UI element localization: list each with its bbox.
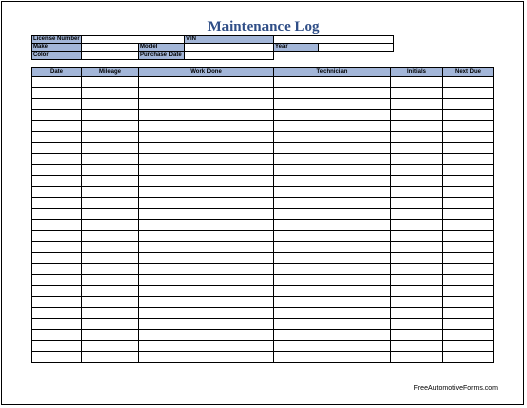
table-row (32, 209, 494, 220)
cell-next-due[interactable] (443, 352, 494, 363)
cell-technician[interactable] (274, 88, 391, 99)
cell-date[interactable] (32, 110, 82, 121)
spacer (274, 52, 394, 60)
cell-date[interactable] (32, 308, 82, 319)
cell-mileage[interactable] (82, 330, 139, 341)
cell-mileage[interactable] (82, 209, 139, 220)
table-row (32, 110, 494, 121)
cell-date[interactable] (32, 88, 82, 99)
cell-technician[interactable] (274, 330, 391, 341)
cell-initials[interactable] (391, 209, 443, 220)
license-number-field[interactable] (82, 36, 185, 44)
cell-work-done[interactable] (139, 341, 274, 352)
cell-date[interactable] (32, 253, 82, 264)
log-body (32, 77, 494, 363)
cell-date[interactable] (32, 242, 82, 253)
cell-initials[interactable] (391, 297, 443, 308)
cell-initials[interactable] (391, 319, 443, 330)
cell-technician[interactable] (274, 121, 391, 132)
cell-technician[interactable] (274, 352, 391, 363)
cell-technician[interactable] (274, 143, 391, 154)
cell-initials[interactable] (391, 264, 443, 275)
cell-date[interactable] (32, 275, 82, 286)
cell-mileage[interactable] (82, 275, 139, 286)
cell-mileage[interactable] (82, 297, 139, 308)
cell-initials[interactable] (391, 330, 443, 341)
cell-work-done[interactable] (139, 88, 274, 99)
cell-next-due[interactable] (443, 308, 494, 319)
cell-work-done[interactable] (139, 330, 274, 341)
table-row (32, 275, 494, 286)
cell-mileage[interactable] (82, 143, 139, 154)
table-row (32, 143, 494, 154)
cell-date[interactable] (32, 121, 82, 132)
cell-next-due[interactable] (443, 264, 494, 275)
table-row (32, 253, 494, 264)
cell-work-done[interactable] (139, 286, 274, 297)
cell-initials[interactable] (391, 110, 443, 121)
cell-date[interactable] (32, 154, 82, 165)
cell-work-done[interactable] (139, 297, 274, 308)
log-header-row (32, 68, 494, 77)
cell-next-due[interactable] (443, 198, 494, 209)
cell-work-done[interactable] (139, 275, 274, 286)
cell-next-due[interactable] (443, 176, 494, 187)
cell-mileage[interactable] (82, 132, 139, 143)
cell-date[interactable] (32, 132, 82, 143)
vehicle-info-table (31, 35, 394, 60)
make-field[interactable] (82, 44, 139, 52)
cell-mileage[interactable] (82, 110, 139, 121)
cell-work-done[interactable] (139, 253, 274, 264)
table-row (32, 330, 494, 341)
footer-website: FreeAutomotiveForms.com (413, 385, 498, 392)
cell-work-done[interactable] (139, 220, 274, 231)
cell-mileage[interactable] (82, 220, 139, 231)
cell-technician[interactable] (274, 286, 391, 297)
cell-initials[interactable] (391, 154, 443, 165)
cell-technician[interactable] (274, 154, 391, 165)
cell-date[interactable] (32, 198, 82, 209)
cell-mileage[interactable] (82, 352, 139, 363)
cell-initials[interactable] (391, 187, 443, 198)
cell-date[interactable] (32, 209, 82, 220)
cell-date[interactable] (32, 297, 82, 308)
cell-work-done[interactable] (139, 209, 274, 220)
cell-date[interactable] (32, 176, 82, 187)
cell-date[interactable] (32, 99, 82, 110)
table-row (32, 154, 494, 165)
cell-date[interactable] (32, 220, 82, 231)
cell-next-due[interactable] (443, 297, 494, 308)
cell-initials[interactable] (391, 308, 443, 319)
cell-next-due[interactable] (443, 132, 494, 143)
cell-date[interactable] (32, 319, 82, 330)
cell-next-due[interactable] (443, 154, 494, 165)
cell-work-done[interactable] (139, 132, 274, 143)
cell-technician[interactable] (274, 77, 391, 88)
cell-mileage[interactable] (82, 319, 139, 330)
cell-mileage[interactable] (82, 253, 139, 264)
cell-initials[interactable] (391, 121, 443, 132)
cell-initials[interactable] (391, 176, 443, 187)
cell-next-due[interactable] (443, 99, 494, 110)
cell-technician[interactable] (274, 319, 391, 330)
cell-technician[interactable] (274, 198, 391, 209)
cell-work-done[interactable] (139, 154, 274, 165)
cell-next-due[interactable] (443, 77, 494, 88)
cell-technician[interactable] (274, 165, 391, 176)
cell-technician[interactable] (274, 209, 391, 220)
cell-next-due[interactable] (443, 143, 494, 154)
column-header-date: Date (32, 68, 82, 77)
table-row (32, 297, 494, 308)
cell-initials[interactable] (391, 275, 443, 286)
cell-initials[interactable] (391, 132, 443, 143)
cell-next-due[interactable] (443, 110, 494, 121)
cell-work-done[interactable] (139, 176, 274, 187)
cell-next-due[interactable] (443, 187, 494, 198)
vin-label: VIN (185, 36, 274, 44)
color-label: Color (32, 52, 82, 60)
cell-work-done[interactable] (139, 319, 274, 330)
cell-date[interactable] (32, 143, 82, 154)
license-number-label: License Number (33, 36, 80, 42)
cell-date[interactable] (32, 165, 82, 176)
table-row (32, 264, 494, 275)
cell-technician[interactable] (274, 220, 391, 231)
table-row (32, 242, 494, 253)
cell-date[interactable] (32, 352, 82, 363)
purchase-date-field[interactable] (185, 52, 274, 60)
purchase-date-label: Purchase Date (139, 52, 185, 60)
cell-mileage[interactable] (82, 187, 139, 198)
table-row (32, 176, 494, 187)
cell-date[interactable] (32, 341, 82, 352)
cell-next-due[interactable] (443, 231, 494, 242)
cell-next-due[interactable] (443, 330, 494, 341)
cell-next-due[interactable] (443, 121, 494, 132)
cell-technician[interactable] (274, 187, 391, 198)
cell-initials[interactable] (391, 165, 443, 176)
cell-technician[interactable] (274, 264, 391, 275)
model-label: Model (139, 44, 185, 52)
cell-technician[interactable] (274, 242, 391, 253)
cell-technician[interactable] (274, 297, 391, 308)
cell-work-done[interactable] (139, 264, 274, 275)
cell-mileage[interactable] (82, 176, 139, 187)
cell-initials[interactable] (391, 220, 443, 231)
cell-work-done[interactable] (139, 143, 274, 154)
cell-mileage[interactable] (82, 154, 139, 165)
cell-mileage[interactable] (82, 77, 139, 88)
cell-next-due[interactable] (443, 209, 494, 220)
cell-technician[interactable] (274, 341, 391, 352)
cell-next-due[interactable] (443, 165, 494, 176)
maintenance-log-table (31, 67, 494, 363)
table-row (32, 319, 494, 330)
cell-technician[interactable] (274, 176, 391, 187)
cell-work-done[interactable] (139, 165, 274, 176)
cell-initials[interactable] (391, 77, 443, 88)
cell-initials[interactable] (391, 198, 443, 209)
cell-mileage[interactable] (82, 308, 139, 319)
cell-mileage[interactable] (82, 165, 139, 176)
cell-next-due[interactable] (443, 88, 494, 99)
color-field[interactable] (82, 52, 139, 60)
page-title: Maintenance Log (207, 19, 320, 35)
year-label: Year (274, 44, 319, 52)
model-field[interactable] (185, 44, 274, 52)
table-row (32, 132, 494, 143)
cell-next-due[interactable] (443, 253, 494, 264)
cell-technician[interactable] (274, 132, 391, 143)
table-row (32, 77, 494, 88)
cell-mileage[interactable] (82, 341, 139, 352)
cell-date[interactable] (32, 77, 82, 88)
column-header-mileage: Mileage (82, 68, 139, 77)
cell-technician[interactable] (274, 231, 391, 242)
table-row (32, 220, 494, 231)
cell-work-done[interactable] (139, 308, 274, 319)
cell-technician[interactable] (274, 110, 391, 121)
table-row (32, 352, 494, 363)
cell-work-done[interactable] (139, 352, 274, 363)
table-row (32, 341, 494, 352)
cell-work-done[interactable] (139, 110, 274, 121)
table-row (32, 198, 494, 209)
cell-next-due[interactable] (443, 220, 494, 231)
cell-initials[interactable] (391, 99, 443, 110)
table-row (32, 165, 494, 176)
table-row (32, 286, 494, 297)
cell-mileage[interactable] (82, 286, 139, 297)
cell-date[interactable] (32, 286, 82, 297)
cell-technician[interactable] (274, 99, 391, 110)
column-header-next-due: Next Due (443, 68, 494, 77)
column-header-work-done: Work Done (139, 68, 274, 77)
cell-mileage[interactable] (82, 88, 139, 99)
cell-mileage[interactable] (82, 198, 139, 209)
table-row (32, 187, 494, 198)
cell-work-done[interactable] (139, 242, 274, 253)
make-label: Make (32, 44, 82, 52)
cell-next-due[interactable] (443, 341, 494, 352)
cell-date[interactable] (32, 264, 82, 275)
cell-mileage[interactable] (82, 264, 139, 275)
cell-work-done[interactable] (139, 121, 274, 132)
vin-field[interactable] (274, 36, 394, 44)
cell-date[interactable] (32, 231, 82, 242)
table-row (32, 308, 494, 319)
table-row (32, 88, 494, 99)
cell-mileage[interactable] (82, 231, 139, 242)
year-field[interactable] (319, 44, 394, 52)
cell-initials[interactable] (391, 88, 443, 99)
cell-technician[interactable] (274, 275, 391, 286)
table-row (32, 121, 494, 132)
cell-work-done[interactable] (139, 231, 274, 242)
cell-technician[interactable] (274, 253, 391, 264)
cell-date[interactable] (32, 330, 82, 341)
cell-work-done[interactable] (139, 77, 274, 88)
cell-mileage[interactable] (82, 242, 139, 253)
table-row (32, 99, 494, 110)
cell-initials[interactable] (391, 352, 443, 363)
cell-work-done[interactable] (139, 187, 274, 198)
cell-work-done[interactable] (139, 99, 274, 110)
table-row (32, 231, 494, 242)
cell-initials[interactable] (391, 143, 443, 154)
cell-work-done[interactable] (139, 198, 274, 209)
cell-next-due[interactable] (443, 242, 494, 253)
cell-date[interactable] (32, 187, 82, 198)
cell-initials[interactable] (391, 286, 443, 297)
cell-next-due[interactable] (443, 286, 494, 297)
cell-mileage[interactable] (82, 99, 139, 110)
column-header-initials: Initials (391, 68, 443, 77)
cell-initials[interactable] (391, 231, 443, 242)
cell-initials[interactable] (391, 242, 443, 253)
column-header-technician: Technician (274, 68, 391, 77)
cell-initials[interactable] (391, 341, 443, 352)
cell-mileage[interactable] (82, 121, 139, 132)
cell-next-due[interactable] (443, 275, 494, 286)
cell-initials[interactable] (391, 253, 443, 264)
cell-next-due[interactable] (443, 319, 494, 330)
cell-technician[interactable] (274, 308, 391, 319)
